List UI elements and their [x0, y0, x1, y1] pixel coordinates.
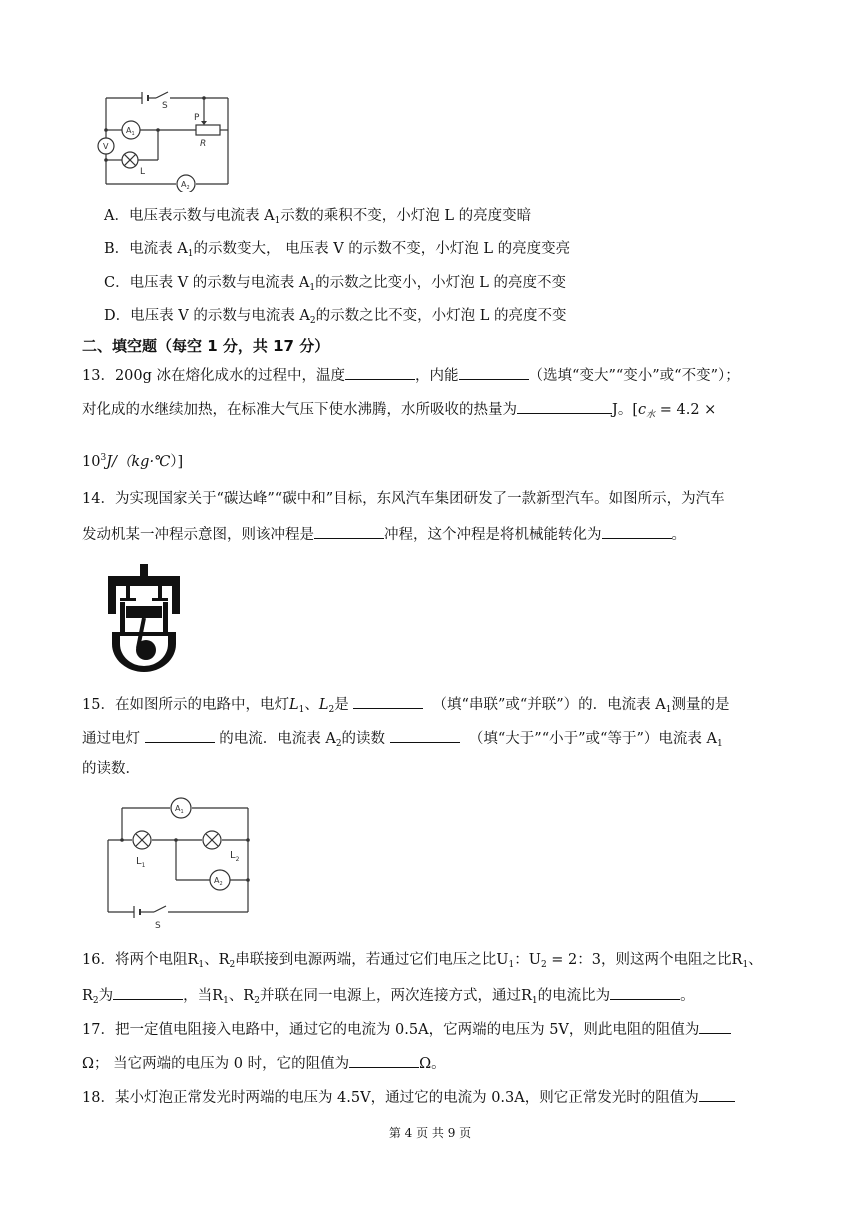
- ammeter-a2-label: $A_2$: [214, 876, 223, 887]
- engine-stroke-diagram: [104, 562, 184, 674]
- lamp-l1-label: $L_1$: [136, 856, 146, 869]
- q15-line-3: 的读数．: [82, 761, 140, 777]
- option-d: D．电压表 V 的示数与电流表 $A_2$的示数之比不变，小灯泡 L 的亮度不变: [104, 308, 567, 326]
- ammeter-a1-label: $A_1$: [126, 126, 135, 137]
- q13-line-3: $10^3J/(kg\cdot℃)$]: [82, 453, 184, 470]
- lamp-l2-label: $L_2$: [230, 850, 240, 863]
- q13-line-2: 对化成的水继续加热，在标准大气压下使水沸腾，水所吸收的热量为 J。[$c_水 = 4.2$ ×: [82, 398, 716, 425]
- rheostat-label: R: [200, 139, 207, 149]
- q18-line-1: 18．某小灯泡正常发光时两端的电压为 4.5V，通过它的电流为 0.3A，则它正常发光时的阻值为: [82, 1086, 735, 1108]
- q17-line-1: 17．把一定值电阻接入电路中，通过它的电流为 0.5A，它两端的电压为 5V，则此电阻的阻值为: [82, 1018, 731, 1040]
- q14-line-1: 14．为实现国家关于“碳达峰”“碳中和”目标，东风汽车集团研发了一款新型汽车。如图所示，为汽车: [82, 491, 725, 507]
- option-b: B．电流表 $A_1$的示数变大， 电压表 V 的示数不变，小灯泡 L 的亮度变亮: [104, 241, 571, 259]
- option-c: C．电压表 V 的示数与电流表 $A_1$的示数之比变小，小灯泡 L 的亮度不变: [104, 275, 566, 293]
- voltmeter-label: V: [103, 142, 109, 151]
- option-a: A．电压表示数与电流表 $A_1$示数的乘积不变，小灯泡 L 的亮度变暗: [104, 208, 532, 226]
- switch-label: S: [162, 101, 168, 111]
- q15-line-2: 通过电灯 的电流．电流表 $A_2$的读数 （填“大于”“小于”或“等于”）电流表 $A_1$: [82, 727, 723, 754]
- switch-label: S: [155, 921, 161, 930]
- q16-line-1: 16．将两个电阻$R_1$、$R_2$串联接到电源两端，若通过它们电压之比$U_1$：$U_2 = 2$：3，则这两个电阻之比$R_1$、: [82, 952, 763, 970]
- lamp-label: L: [140, 167, 146, 177]
- slider-label: P: [194, 113, 200, 123]
- circuit-diagram-2: [100, 796, 260, 930]
- q14-line-2: 发动机某一冲程示意图，则该冲程是 冲程，这个冲程是将机械能转化为 。: [82, 523, 686, 545]
- q16-line-2: $R_2$为 ，当$R_1$、$R_2$并联在同一电源上，两次连接方式，通过$R_1$的电流比为 。: [82, 984, 695, 1011]
- ammeter-a1-label: $A_1$: [175, 804, 184, 815]
- circuit-diagram-1: [96, 88, 236, 192]
- page-footer: 第 4 页 共 9 页: [388, 1126, 472, 1140]
- q17-line-2: Ω； 当它两端的电压为 0 时，它的阻值为 Ω。: [82, 1052, 446, 1074]
- section-heading: 二、填空题（每空 1 分，共 17 分）: [82, 337, 330, 355]
- ammeter-a2-label: $A_2$: [181, 180, 190, 191]
- q15-line-1: 15．在如图所示的电路中，电灯$L_1$、$L_2$是 （填“串联”或“并联”）的．电流表 $A_1$测量的是: [82, 693, 730, 720]
- q13-line-1: 13．200g 冰在熔化成水的过程中，温度 ，内能 （选填“变大”“变小”或“不变”）；: [82, 364, 740, 386]
